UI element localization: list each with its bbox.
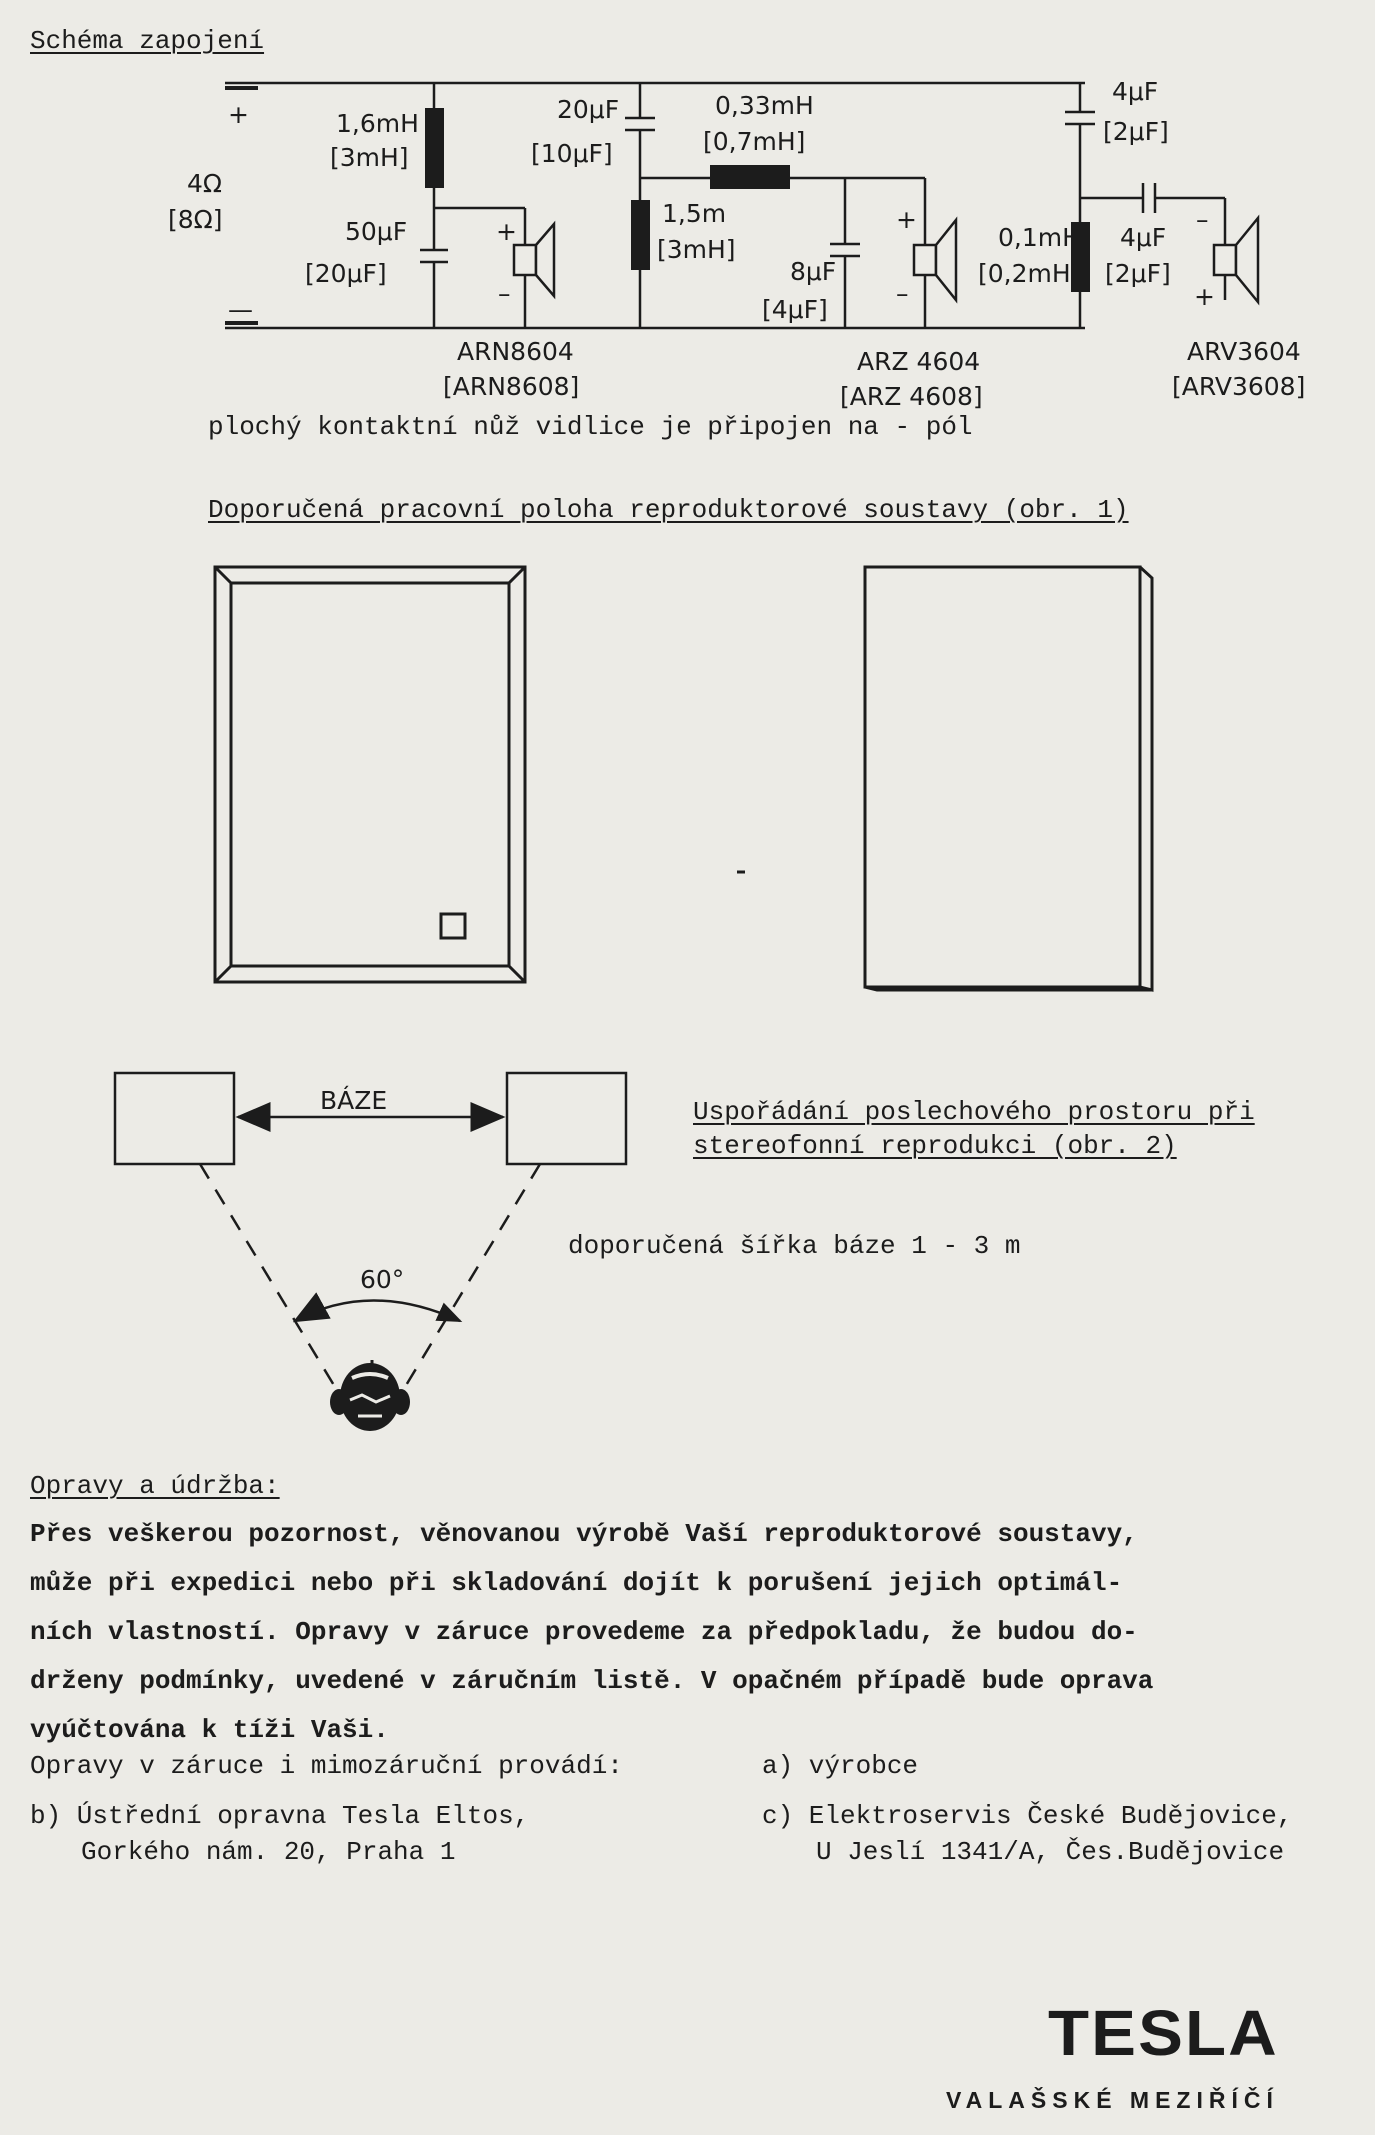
c3-label: 8μF bbox=[790, 257, 837, 286]
c2-label: 20μF bbox=[557, 95, 620, 124]
fig2-caption-line1: Uspořádání poslechového prostoru při bbox=[693, 1097, 1255, 1127]
angle-label: 60° bbox=[360, 1265, 405, 1294]
c3-alt-label: [4μF] bbox=[762, 295, 828, 324]
mid-minus: – bbox=[896, 279, 909, 308]
repairs-line: ních vlastností. Opravy v záruce provedeme za předpokladu, že budou do- bbox=[30, 1617, 1138, 1647]
spk1-alt-label: [ARN8608] bbox=[443, 372, 580, 401]
tweeter-minus: – bbox=[1196, 205, 1209, 234]
listener-head-icon bbox=[330, 1360, 410, 1431]
terminal-plus: + bbox=[228, 100, 249, 129]
repairs-line: může při expedici nebo při skladování dojít k porušení jejich optimál- bbox=[30, 1568, 1123, 1598]
option-c-line1: c) Elektroservis České Budějovice, bbox=[762, 1801, 1293, 1831]
right-speaker-box bbox=[507, 1073, 626, 1164]
l1-label: 1,6mH bbox=[336, 109, 419, 138]
left-speaker-box bbox=[115, 1073, 234, 1164]
repairs-paragraph bbox=[30, 1510, 1153, 1755]
mid-plus: + bbox=[896, 205, 917, 234]
logo-city: VALAŠSKÉ MEZIŘÍČÍ bbox=[946, 2087, 1279, 2113]
angle-arc bbox=[295, 1301, 460, 1322]
option-b-line2: Gorkého nám. 20, Praha 1 bbox=[81, 1837, 456, 1867]
spk2-alt-label: [ARZ 4608] bbox=[840, 382, 983, 411]
c5-label: 4μF bbox=[1120, 223, 1167, 252]
tesla-logo: TESLA bbox=[1048, 1997, 1279, 2069]
polarity-note: plochý kontaktní nůž vidlice je připojen na - pól bbox=[208, 412, 973, 442]
l4-alt-label: [0,2mH] bbox=[978, 259, 1081, 288]
l3-label: 1,5m bbox=[662, 199, 727, 228]
spk3-label: ARV3604 bbox=[1187, 337, 1301, 366]
option-c-line2: U Jeslí 1341/A, Čes.Budějovice bbox=[816, 1837, 1285, 1867]
impedance-alt-label: [8Ω] bbox=[168, 205, 223, 234]
spk1-label: ARN8604 bbox=[457, 337, 574, 366]
repairs-line: drženy podmínky, uvedené v záručním listě. V opačném případě bude oprava bbox=[30, 1666, 1154, 1696]
c2-alt-label: [10μF] bbox=[531, 139, 613, 168]
spk2-label: ARZ 4604 bbox=[857, 347, 981, 376]
terminal-minus: — bbox=[228, 295, 253, 324]
c4-label: 4μF bbox=[1112, 77, 1159, 106]
base-label: BÁZE bbox=[320, 1086, 388, 1115]
option-a: a) výrobce bbox=[762, 1751, 919, 1781]
impedance-label: 4Ω bbox=[187, 169, 223, 198]
repairs-line: vyúčtována k tíži Vaši. bbox=[30, 1715, 389, 1745]
l1-alt-label: [3mH] bbox=[330, 143, 409, 172]
spk3-alt-label: [ARV3608] bbox=[1172, 372, 1306, 401]
performed-by: Opravy v záruce i mimozáruční provádí: bbox=[30, 1751, 623, 1781]
woofer-minus: – bbox=[498, 279, 511, 308]
fig1-caption: Doporučená pracovní poloha reproduktorové soustavy (obr. 1) bbox=[208, 495, 1129, 525]
c1-label: 50μF bbox=[345, 217, 408, 246]
c1-alt-label: [20μF] bbox=[305, 259, 387, 288]
fig2-caption-line2: stereofonní reprodukci (obr. 2) bbox=[693, 1131, 1177, 1161]
repairs-line: Přes veškerou pozornost, věnovanou výrobě Vaší reproduktorové soustavy, bbox=[30, 1519, 1138, 1549]
c4-alt-label: [2μF] bbox=[1103, 117, 1169, 146]
option-b-line1: b) Ústřední opravna Tesla Eltos, bbox=[30, 1801, 530, 1831]
base-width-note: doporučená šířka báze 1 - 3 m bbox=[568, 1231, 1021, 1261]
c5-alt-label: [2μF] bbox=[1105, 259, 1171, 288]
woofer-plus: + bbox=[496, 217, 517, 246]
l4-label: 0,1mH bbox=[998, 223, 1081, 252]
schematic-title: Schéma zapojení bbox=[30, 26, 265, 56]
tweeter-plus: + bbox=[1194, 282, 1215, 311]
l2-label: 0,33mH bbox=[715, 91, 814, 120]
l3-alt-label: [3mH] bbox=[657, 235, 736, 264]
repairs-heading: Opravy a údržba: bbox=[30, 1471, 280, 1501]
l2-alt-label: [0,7mH] bbox=[703, 127, 806, 156]
